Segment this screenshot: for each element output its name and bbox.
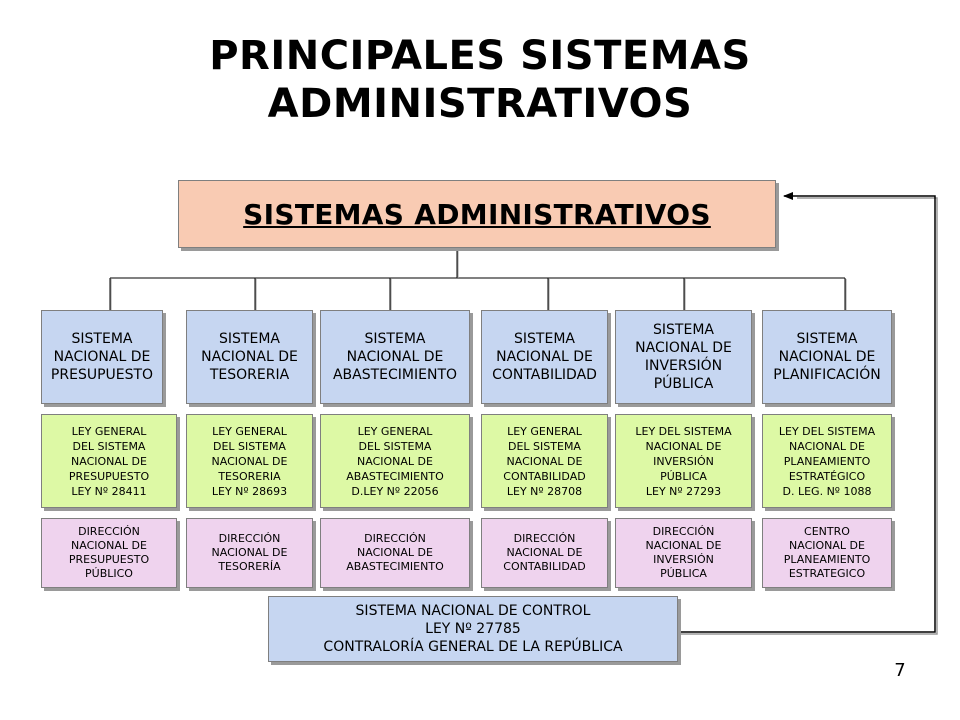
system-text-line: TESORERIA — [209, 367, 290, 383]
body-box-abastecimiento — [320, 518, 470, 588]
page-number: 7 — [894, 660, 906, 681]
law-text-line: LEY GENERAL — [507, 424, 582, 438]
control-system-box — [268, 596, 678, 662]
system-text-line: CONTABILIDAD — [492, 367, 597, 383]
body-text-line: DIRECCIÓN — [364, 532, 426, 545]
system-box-presupuesto — [41, 310, 163, 404]
law-text-line: INVERSIÓN — [653, 454, 714, 468]
main-box-label: SISTEMAS ADMINISTRATIVOS — [243, 197, 711, 231]
body-box-presupuesto — [41, 518, 177, 588]
system-box-contabilidad — [481, 310, 608, 404]
law-text-line: NACIONAL DE — [645, 439, 722, 453]
law-text-line: LEY GENERAL — [212, 424, 287, 438]
system-text-line: PÚBLICA — [653, 376, 714, 392]
system-text-line: NACIONAL DE — [201, 349, 298, 365]
system-text-line: NACIONAL DE — [778, 349, 876, 365]
law-text-line: LEY DEL SISTEMA — [635, 424, 732, 438]
system-text-line: NACIONAL DE — [346, 349, 444, 365]
law-text-line: DEL SISTEMA — [72, 439, 146, 453]
law-text-line: LEY Nº 28708 — [506, 484, 583, 498]
law-box-contabilidad — [481, 414, 608, 508]
law-text-line: LEY DEL SISTEMA — [778, 424, 876, 438]
control-text-line: CONTRALORÍA GENERAL DE LA REPÚBLICA — [323, 639, 623, 655]
law-text-line: NACIONAL DE — [506, 454, 583, 468]
body-text-line: CENTRO — [804, 525, 850, 538]
law-text-line: NACIONAL DE — [71, 454, 147, 468]
system-box-tesoreria — [186, 310, 313, 404]
body-text-line: PÚBLICO — [85, 567, 133, 580]
law-text-line: TESORERIA — [218, 469, 281, 483]
body-text-line: PLANEAMIENTO — [783, 553, 871, 566]
main-box-sistemas-administrativos — [178, 180, 776, 248]
system-text-line: SISTEMA — [219, 331, 280, 347]
system-box-abastecimiento — [320, 310, 470, 404]
system-box-inversion-publica — [615, 310, 752, 404]
law-text-line: NACIONAL DE — [211, 454, 288, 468]
body-text-line: ABASTECIMIENTO — [346, 560, 444, 573]
body-text-line: DIRECCIÓN — [513, 532, 576, 545]
law-text-line: PLANEAMIENTO — [783, 454, 871, 468]
body-text-line: DIRECCIÓN — [652, 525, 715, 538]
body-text-line: CONTABILIDAD — [503, 560, 586, 573]
law-box-planificacion — [762, 414, 892, 508]
body-text-line: PÚBLICA — [660, 567, 707, 580]
system-text-line: SISTEMA — [796, 331, 858, 347]
law-text-line: NACIONAL DE — [789, 439, 865, 453]
control-text-line: SISTEMA NACIONAL DE CONTROL — [355, 603, 591, 619]
body-box-tesoreria — [186, 518, 313, 588]
system-text-line: SISTEMA — [71, 331, 133, 347]
body-box-contabilidad — [481, 518, 608, 588]
law-text-line: LEY Nº 27293 — [645, 484, 722, 498]
body-text-line: ESTRATEGICO — [788, 567, 866, 580]
body-text-line: PRESUPUESTO — [68, 553, 150, 566]
law-text-line: DEL SISTEMA — [358, 439, 432, 453]
body-text-line: NACIONAL DE — [211, 546, 288, 559]
law-box-presupuesto — [41, 414, 177, 508]
law-text-line: LEY GENERAL — [71, 424, 147, 438]
law-text-line: PRESUPUESTO — [68, 469, 150, 483]
body-text-line: TESORERÍA — [218, 560, 281, 573]
law-text-line: D. LEG. Nº 1088 — [782, 484, 872, 498]
law-box-abastecimiento — [320, 414, 470, 508]
law-text-line: DEL SISTEMA — [508, 439, 581, 453]
body-text-line: DIRECCIÓN — [218, 532, 281, 545]
law-box-inversion-publica — [615, 414, 752, 508]
system-text-line: PLANIFICACIÓN — [773, 367, 881, 383]
slide-title-line-2: ADMINISTRATIVOS — [267, 81, 693, 127]
law-text-line: LEY Nº 28693 — [211, 484, 288, 498]
body-text-line: NACIONAL DE — [789, 539, 865, 552]
system-text-line: NACIONAL DE — [635, 340, 732, 356]
body-text-line: NACIONAL DE — [645, 539, 722, 552]
system-text-line: SISTEMA — [514, 331, 575, 347]
system-text-line: ABASTECIMIENTO — [332, 367, 458, 383]
body-box-inversion-publica — [615, 518, 752, 588]
system-text-line: PRESUPUESTO — [50, 367, 154, 383]
law-text-line: NACIONAL DE — [357, 454, 433, 468]
law-text-line: LEY Nº 28411 — [71, 484, 147, 498]
law-text-line: PÚBLICA — [660, 469, 707, 483]
law-text-line: ESTRATÉGICO — [788, 469, 866, 483]
law-text-line: DEL SISTEMA — [213, 439, 286, 453]
control-text-line: LEY Nº 27785 — [425, 621, 521, 637]
body-text-line: NACIONAL DE — [506, 546, 583, 559]
law-text-line: ABASTECIMIENTO — [346, 469, 444, 483]
system-text-line: NACIONAL DE — [496, 349, 593, 365]
body-text-line: INVERSIÓN — [653, 553, 714, 566]
law-text-line: LEY GENERAL — [357, 424, 433, 438]
law-text-line: D.LEY Nº 22056 — [351, 484, 439, 498]
system-text-line: INVERSIÓN — [644, 358, 723, 374]
system-text-line: SISTEMA — [653, 322, 714, 338]
body-text-line: NACIONAL DE — [357, 546, 433, 559]
body-text-line: DIRECCIÓN — [78, 525, 140, 538]
system-text-line: NACIONAL DE — [53, 349, 151, 365]
slide-title-line-1: PRINCIPALES SISTEMAS — [209, 33, 751, 79]
body-box-planificacion — [762, 518, 892, 588]
law-text-line: CONTABILIDAD — [503, 469, 586, 483]
system-text-line: SISTEMA — [364, 331, 426, 347]
law-box-tesoreria — [186, 414, 313, 508]
body-text-line: NACIONAL DE — [71, 539, 147, 552]
system-box-planificacion — [762, 310, 892, 404]
